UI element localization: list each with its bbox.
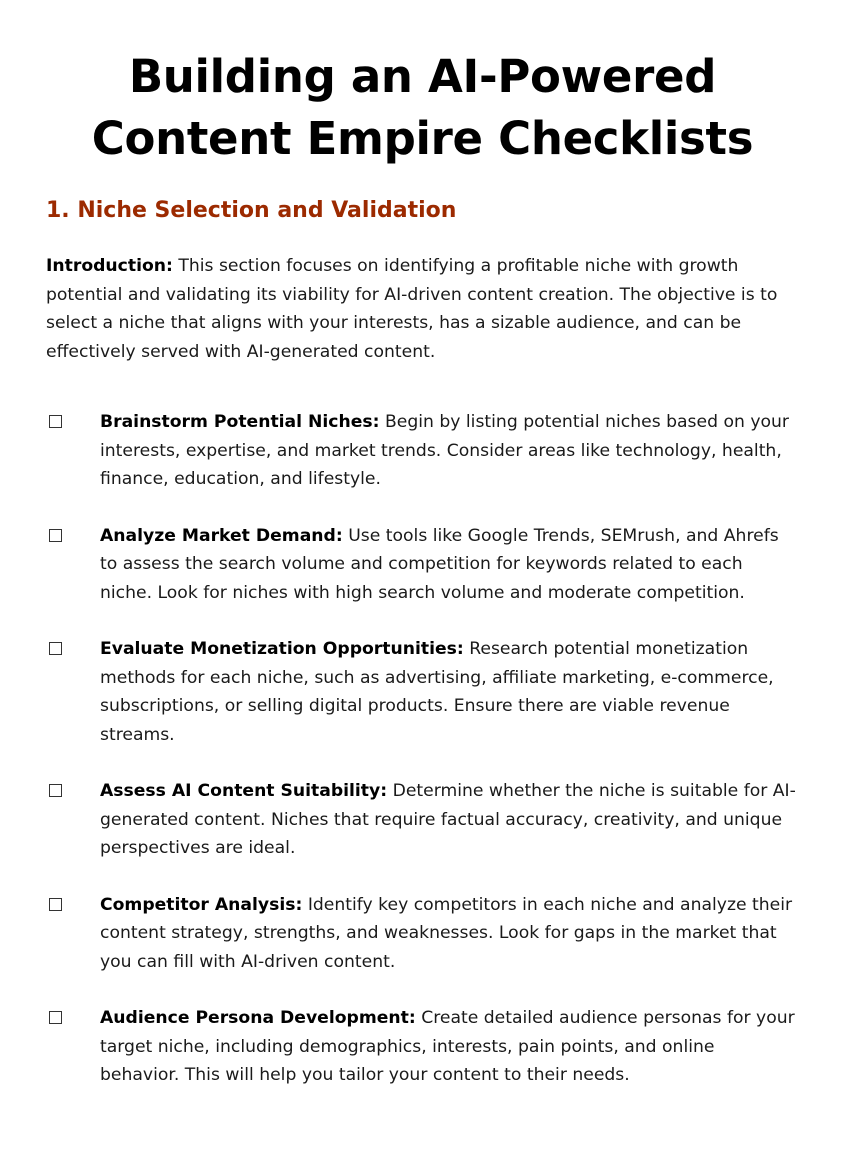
document-title — [46, 0, 799, 170]
checklist-item-text: Determine whether the niche is suitable for AI-generated content. Niches that require factual accuracy, creativity, and unique perspectives are ideal. — [100, 781, 796, 858]
section-heading: 1. Niche Selection and Validation — [46, 198, 457, 223]
checklist-item-title: Competitor Analysis: — [100, 894, 303, 915]
document-title-line-1: Building an AI-Powered — [128, 50, 717, 103]
checkbox[interactable] — [49, 642, 62, 655]
checklist-item-market-demand — [46, 522, 799, 608]
checklist-item-text: Research potential monetization methods for each niche, such as advertising, affiliate marketing, e-commerce, subscriptions, or selling digital products. Ensure there are viable revenue streams. — [100, 639, 774, 745]
checklist-item-audience-persona — [46, 1004, 799, 1090]
checkbox[interactable] — [49, 415, 62, 428]
checklist-item-title: Assess AI Content Suitability: — [100, 781, 388, 801]
document-title-line-2: Content Empire Checklists — [91, 112, 754, 165]
checklist-item-competitor-analysis — [46, 891, 799, 977]
checklist-item-title: Evaluate Monetization Opportunities: — [100, 639, 464, 659]
checklist-item-brainstorm-niches — [46, 408, 799, 494]
checklist-item-monetization — [46, 635, 799, 749]
checklist-item-ai-suitability — [46, 777, 799, 863]
checkbox[interactable] — [49, 898, 62, 911]
niche-checklist — [46, 408, 799, 1090]
checkbox[interactable] — [49, 1011, 62, 1024]
checkbox[interactable] — [49, 529, 62, 542]
checklist-item-text: Begin by listing potential niches based on your interests, expertise, and market trends. Consider areas like technology, health, finance, education, and lifestyle. — [100, 412, 789, 489]
checklist-item-text: Use tools like Google Trends, SEMrush, and Ahrefs to assess the search volume and competition for keywords related to each niche. Look for niches with high search volume and moderate competition. — [100, 525, 779, 603]
checklist-item-title: Brainstorm Potential Niches: — [100, 412, 380, 432]
checklist-item-title: Audience Persona Development: — [100, 1008, 416, 1028]
checkbox[interactable] — [49, 784, 62, 797]
section-introduction — [46, 252, 799, 366]
checklist-item-title: Analyze Market Demand: — [100, 525, 343, 546]
introduction-label: Introduction: — [46, 256, 173, 276]
checklist-item-text: Identify key competitors in each niche and analyze their content strategy, strengths, and weaknesses. Look for gaps in the market that you can fill with AI-driven content. — [100, 894, 793, 972]
checklist-item-text: Create detailed audience personas for your target niche, including demographics, interests, pain points, and online behavior. This will help you tailor your content to their needs. — [100, 1008, 795, 1085]
introduction-text: This section focuses on identifying a profitable niche with growth potential and validating its viability for AI-driven content creation. The objective is to select a niche that aligns with your interests, has a sizable audience, and can be effectively served with AI-generated content. — [46, 256, 778, 362]
